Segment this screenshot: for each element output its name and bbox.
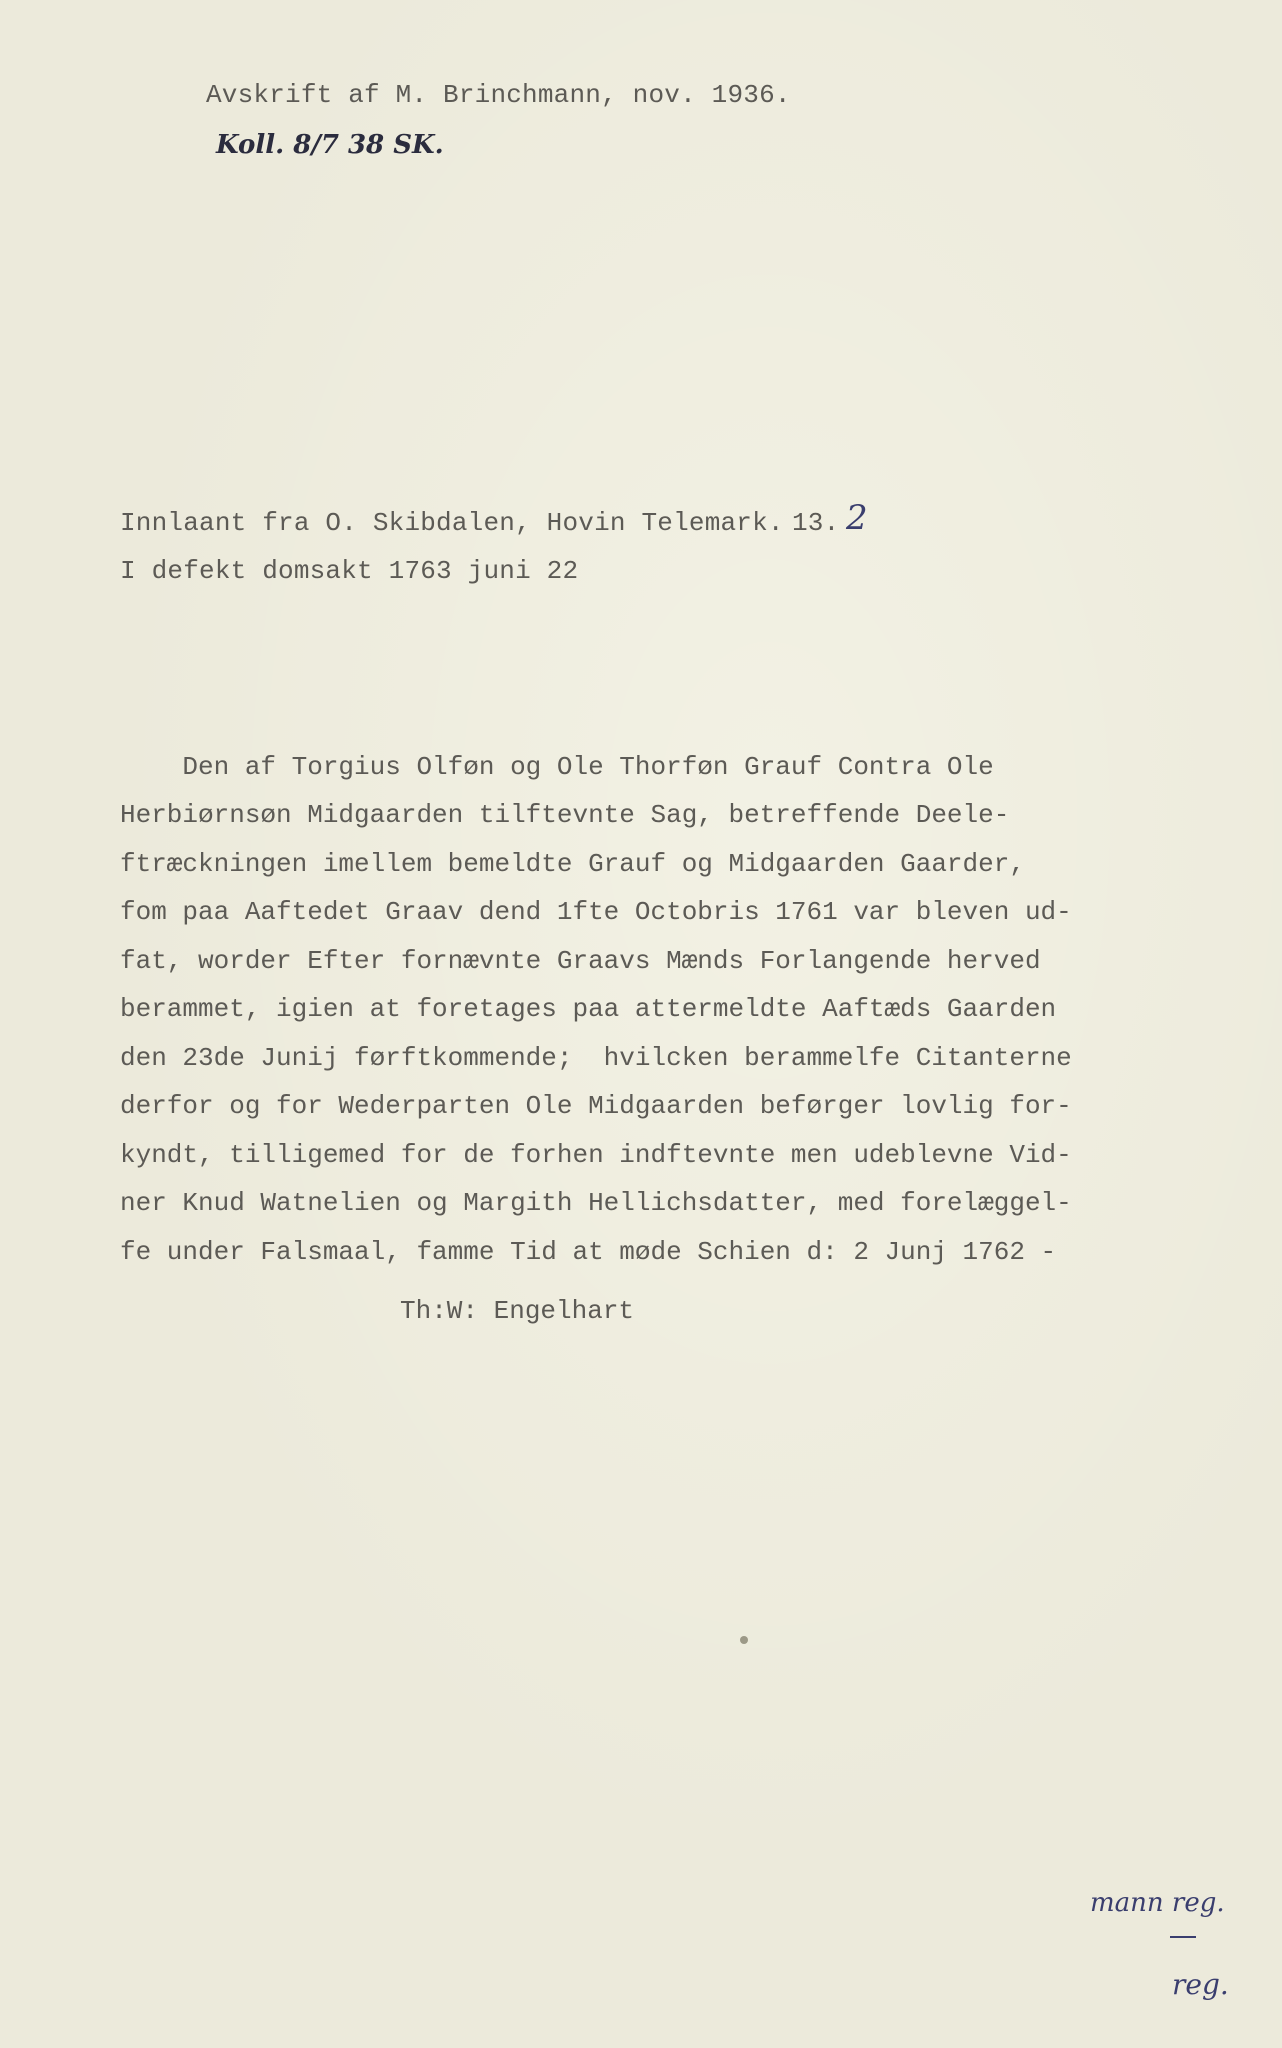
document-number-handwritten: 2 [846, 498, 868, 538]
body-line: derfor og for Wederparten Ole Midgaarden beførger lovlig for- [120, 1091, 1072, 1121]
body-line: ftræckningen imellem bemeldte Grauf og Midgaarden Gaarder, [120, 849, 1025, 879]
margin-note-dash [1170, 1936, 1196, 1938]
ink-speck [740, 1636, 748, 1644]
collation-note: Koll. 8/7 38 SK. [216, 130, 444, 160]
body-line: den 23de Junij førftkommende; hvilcken berammelfe Citanterne [120, 1043, 1072, 1073]
body-line: Herbiørnsøn Midgaarden tilftevnte Sag, betreffende Deele- [120, 800, 1010, 830]
margin-note-register: mann reg. [1090, 1888, 1225, 1918]
copy-note: Avskrift af M. Brinchmann, nov. 1936. [206, 80, 791, 110]
margin-note-reg: reg. [1172, 1968, 1229, 2001]
body-line: fom paa Aaftedet Graav dend 1fte Octobris 1761 var bleven ud- [120, 897, 1072, 927]
body-line: fe under Falsmaal, famme Tid at møde Schien d: 2 Junj 1762 - [120, 1237, 1057, 1267]
body-line: kyndt, tilligemed for de forhen indftevnte men udeblevne Vid- [120, 1140, 1072, 1170]
body-line: fat, worder Efter fornævnte Graavs Mænds Forlangende herved [120, 946, 1041, 976]
loan-note: Innlaant fra O. Skibdalen, Hovin Telemark. [120, 508, 784, 538]
body-line: berammet, igien at foretages paa attermeldte Aaftæds Gaarden [120, 994, 1057, 1024]
signature-typed: Th:W: Engelhart [400, 1296, 635, 1326]
body-line: Den af Torgius Olføn og Ole Thorføn Grauf Contra Ole [120, 752, 994, 782]
document-number: 13. [792, 508, 840, 538]
defect-note: I defekt domsakt 1763 juni 22 [120, 556, 579, 586]
body-line: ner Knud Watnelien og Margith Hellichsdatter, med forelæggel- [120, 1188, 1072, 1218]
